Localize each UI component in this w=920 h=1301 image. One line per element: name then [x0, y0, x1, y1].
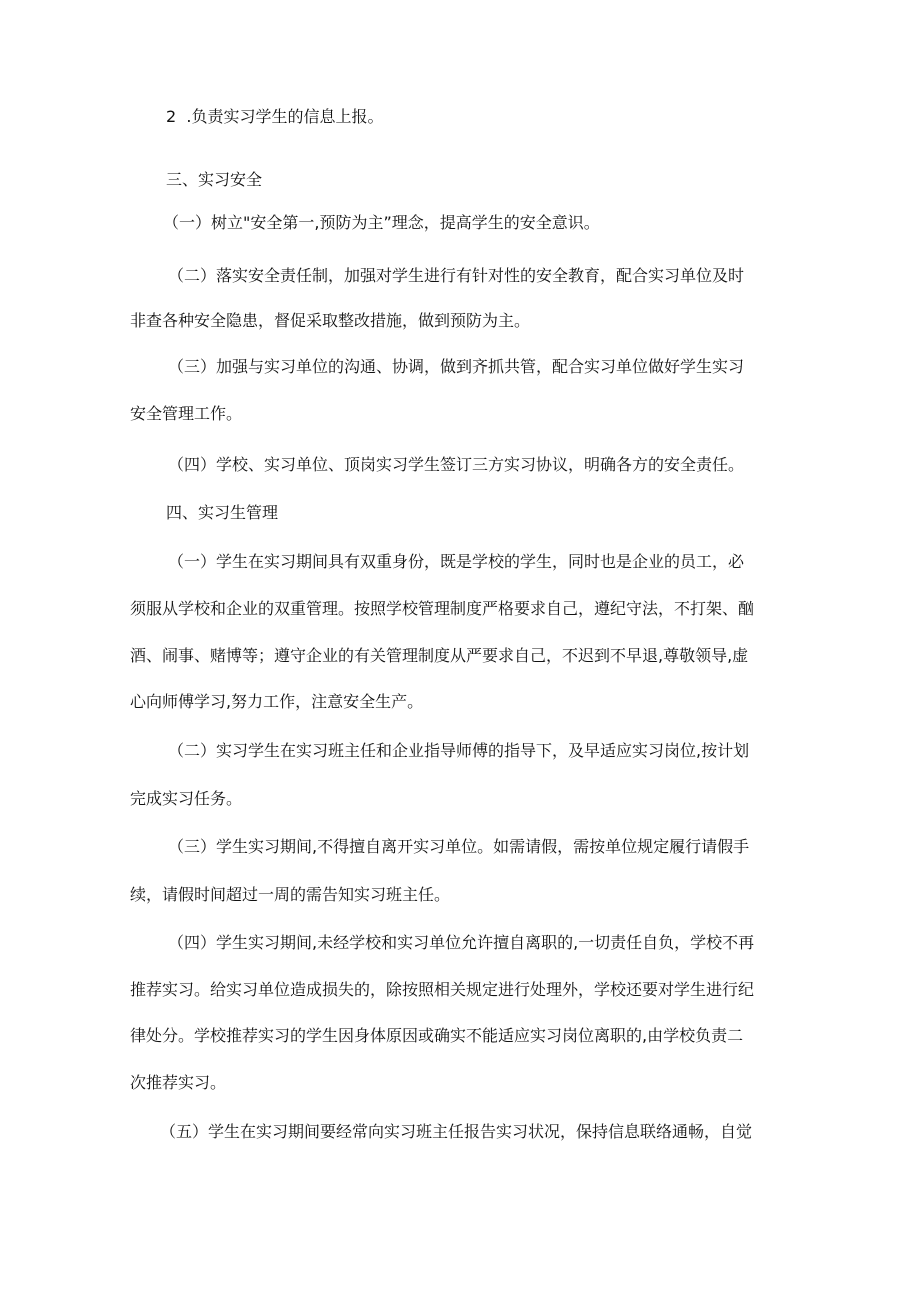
management-item-2-line: 完成实习任务。 — [130, 789, 243, 808]
section-heading-internship-safety: 三、实习安全 — [166, 170, 263, 189]
management-item-1-line: 心向师傅学习,努力工作，注意安全生产。 — [130, 692, 424, 711]
list-item-2-info-report: 2 .负责实习学生的信息上报。 — [166, 107, 384, 126]
management-item-3-line: （三）学生实习期间,不得擅自离开实习单位。如需请假，需按单位规定履行请假手 — [168, 837, 750, 856]
management-item-4-line: 次推荐实习。 — [130, 1073, 227, 1092]
safety-item-2-line: （二）落实安全责任制，加强对学生进行有针对性的安全教育，配合实习单位及时 — [168, 266, 745, 285]
management-item-1-line: （一）学生在实习期间具有双重身份，既是学校的学生，同时也是企业的员工，必 — [168, 552, 745, 571]
management-item-1-line: 须服从学校和企业的双重管理。按照学校管理制度严格要求自己，遵纪守法，不打架、酗 — [130, 599, 755, 618]
safety-item-1-line: （一）树立"安全第一,预防为主”理念，提高学生的安全意识。 — [163, 213, 600, 232]
management-item-4-line: 推荐实习。给实习单位造成损失的，除按照相关规定进行处理外，学校还要对学生进行纪 — [130, 980, 755, 999]
management-item-5-line: （五）学生在实习期间要经常向实习班主任报告实习状况，保持信息联络通畅，自觉 — [160, 1122, 753, 1141]
management-item-4-line: （四）学生实习期间,未经学校和实习单位允许擅自离职的,一切责任自负，学校不再 — [168, 933, 755, 952]
management-item-4-line: 律处分。学校推荐实习的学生因身体原因或确实不能适应实习岗位离职的,由学校负责二 — [130, 1026, 744, 1045]
management-item-1-line: 酒、闹事、赌博等；遵守企业的有关管理制度从严要求自己，不迟到不早退,尊敬领导,虚 — [130, 646, 749, 665]
management-item-3-line: 续，请假时间超过一周的需告知实习班主任。 — [130, 885, 451, 904]
safety-item-4-line: （四）学校、实习单位、顶岗实习学生签订三方实习协议，明确各方的安全责任。 — [168, 455, 745, 474]
section-heading-intern-management: 四、实习生管理 — [166, 503, 279, 522]
safety-item-2-line: 非查各种安全隐患，督促采取整改措施，做到预防为主。 — [130, 311, 531, 330]
safety-item-3-line: （三）加强与实习单位的沟通、协调，做到齐抓共管，配合实习单位做好学生实习 — [168, 357, 745, 376]
management-item-2-line: （二）实习学生在实习班主任和企业指导师傅的指导下，及早适应实习岗位,按计划 — [168, 741, 750, 760]
safety-item-3-line: 安全管理工作。 — [130, 404, 243, 423]
